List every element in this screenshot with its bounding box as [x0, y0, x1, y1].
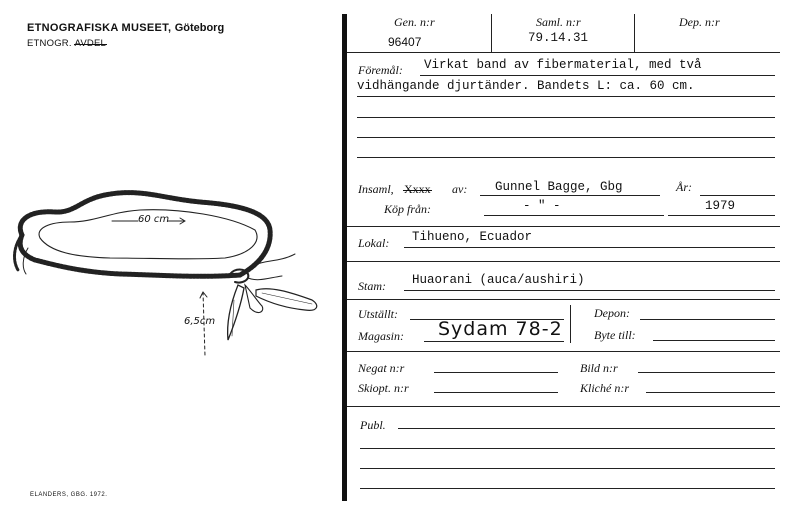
divider [347, 406, 780, 407]
kop-label: Köp från: [384, 202, 432, 216]
department-line [27, 38, 106, 49]
insaml-av-label: av: [452, 182, 468, 196]
foremal-line-2: vidhängande djurtänder. Bandets L: ca. 60 cm. [357, 79, 695, 93]
insaml-label: Insaml, [358, 182, 394, 196]
object-sketch [0, 150, 340, 370]
kop-year: 1979 [705, 199, 736, 213]
foremal-label: Föremål: [358, 63, 403, 77]
ar-label: År: [676, 180, 692, 194]
museum-header [27, 22, 224, 34]
rule [638, 372, 775, 373]
divider [347, 52, 780, 53]
dep-nr-label: Dep. n:r [679, 15, 720, 29]
gen-nr-label: Gen. n:r [394, 15, 435, 29]
lokal-value: Tihueno, Ecuador [412, 230, 533, 244]
rule [434, 372, 558, 373]
divider [570, 305, 571, 343]
insaml-struck: Xxxx [404, 182, 431, 196]
museum-name: ETNOGRAFISKA MUSEET, [27, 22, 172, 34]
saml-nr-value: 79.14.31 [528, 31, 589, 45]
rule [434, 392, 558, 393]
department-prefix: ETNOGR. [27, 38, 72, 49]
rule [360, 488, 775, 489]
utstallt-label: Utställt: [358, 307, 399, 321]
foremal-line-1: Virkat band av fibermaterial, med två [424, 58, 702, 72]
magasin-value: Sydam 78-2 [438, 318, 563, 340]
sketch-length-label: 60 cm [138, 214, 170, 225]
rule [404, 290, 775, 291]
stam-label: Stam: [358, 279, 386, 293]
rule [357, 96, 775, 97]
divider [347, 299, 780, 300]
rule [480, 195, 660, 196]
museum-city: Göteborg [174, 22, 225, 34]
rule [668, 215, 775, 216]
magasin-label: Magasin: [358, 329, 404, 343]
saml-nr-label: Saml. n:r [536, 15, 581, 29]
rule [360, 448, 775, 449]
gen-nr-value: 96407 [388, 35, 422, 49]
sketch-height-label: 6,5cm [184, 316, 216, 327]
divider [491, 14, 492, 52]
card-left-border [342, 14, 347, 501]
kliche-label: Kliché n:r [580, 381, 629, 395]
rule [700, 195, 775, 196]
bild-label: Bild n:r [580, 361, 618, 375]
rule [420, 75, 775, 76]
rule [646, 392, 775, 393]
rule [424, 341, 564, 342]
rule [357, 117, 775, 118]
rule [357, 157, 775, 158]
divider [347, 261, 780, 262]
negat-label: Negat n:r [358, 361, 405, 375]
rule [653, 340, 775, 341]
department-struck: AVDEL [74, 38, 106, 49]
divider [634, 14, 635, 52]
depon-label: Depon: [594, 306, 630, 320]
rule [484, 215, 664, 216]
publ-label: Publ. [360, 418, 386, 432]
rule [640, 319, 775, 320]
rule [398, 428, 775, 429]
kop-value: - " - [523, 199, 561, 213]
rule [357, 137, 775, 138]
byte-label: Byte till: [594, 328, 636, 342]
rule [404, 247, 775, 248]
lokal-label: Lokal: [358, 236, 390, 250]
stam-value: Huaorani (auca/aushiri) [412, 273, 585, 287]
divider [347, 351, 780, 352]
printer-imprint: ELANDERS, GBG. 1972. [30, 492, 108, 498]
divider [347, 226, 780, 227]
insaml-value: Gunnel Bagge, Gbg [495, 180, 623, 194]
skiopt-label: Skiopt. n:r [358, 381, 409, 395]
rule [360, 468, 775, 469]
